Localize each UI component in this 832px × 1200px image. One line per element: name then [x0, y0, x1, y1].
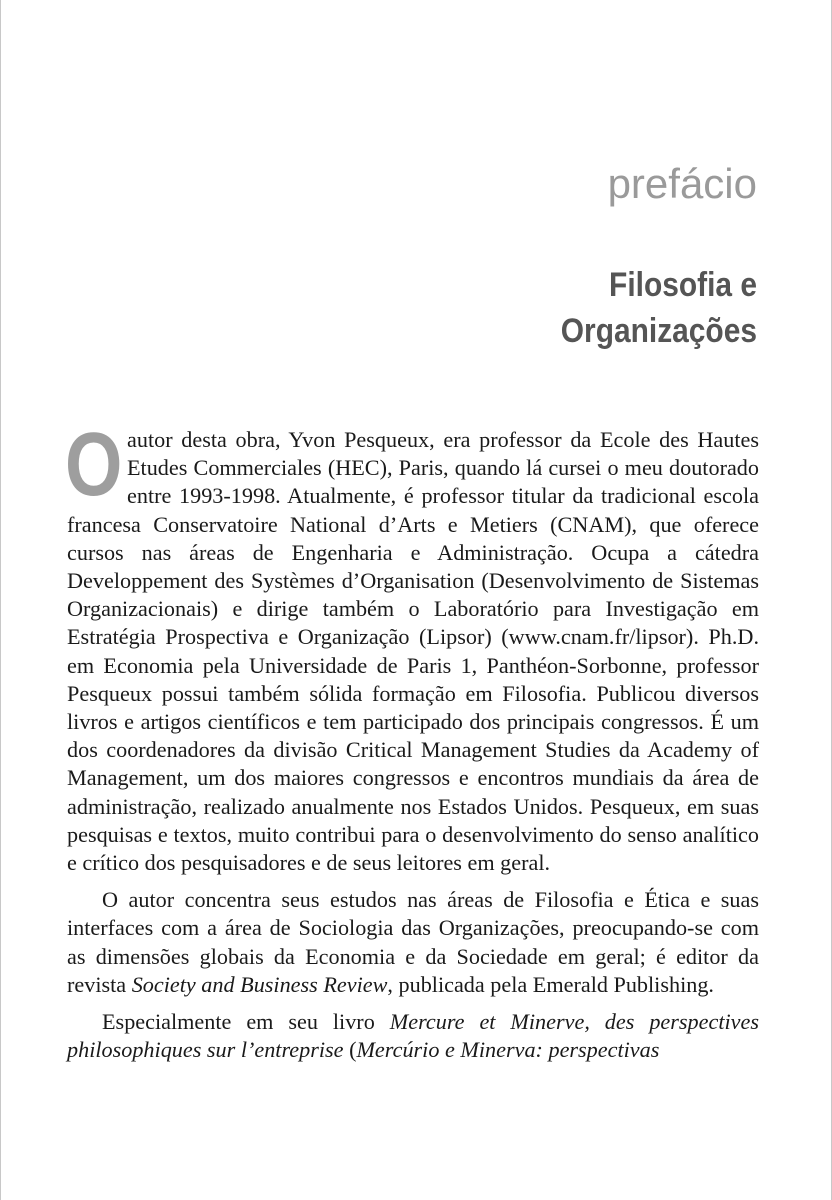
chapter-title	[387, 262, 757, 354]
journal-title: Society and Business Review	[131, 971, 388, 997]
paragraph-3-text-before: Especialmente em seu livro	[102, 1009, 390, 1035]
book-title: Mercure et Minerve, des perspectives philosophiques sur l’entreprise	[67, 1009, 759, 1063]
drop-cap: O	[65, 415, 123, 515]
paragraph-2	[67, 886, 759, 999]
paragraph-3	[67, 1008, 759, 1064]
book-title-translation: Mercúrio e Minerva: perspectivas	[356, 1037, 660, 1063]
paragraph-1-text: autor desta obra, Yvon Pesqueux, era professor da Ecole des Hautes Etudes Commerciales (HEC), Paris, quando lá cursei o meu doutorado entre 1993-1998. Atualmente, é professor titular da tradicional escola francesa Conservatoire National d’Arts e Metiers (CNAM), que oferece cursos nas áreas de Engenharia e Administração. Ocupa a cátedra Developpement des Systèmes d’Organisation (Desenvolvimento de Sistemas Organizacionais) e dirige também o Laboratório para Investigação em Estratégia Prospectiva e Organização (Lipsor) (www.cnam.fr/lipsor). Ph.D. em Economia pela Universidade de Paris 1, Panthéon-Sorbonne, professor Pesqueux possui também sólida formação em Filosofia. Publicou diversos livros e artigos científicos e tem participado dos principais congressos. É um dos coordenadores da divisão Critical Management Studies da Academy of Management, um dos maiores congressos e encontros mundiais da área de administração, realizado anualmente nos Estados Unidos. Pesqueux, em suas pesquisas e textos, muito contribui para o desenvolvimento do senso analítico e crítico dos pesquisadores e de seus leitores em geral.	[67, 427, 759, 876]
body-text	[65, 415, 759, 1064]
paragraph-1	[65, 415, 759, 877]
chapter-title-line-2: Organizações	[560, 312, 757, 350]
paragraph-2-text-before: O autor concentra seus estudos nas áreas de Filosofia e Ética e suas interfaces com a área de Sociologia das Organizações, preocupando-se com as dimensões globais da Economia e da Sociedade em geral; é editor da revista	[67, 887, 759, 997]
paragraph-2-text-after: , publicada pela Emerald Publishing.	[387, 971, 714, 997]
section-label: prefácio	[607, 160, 757, 207]
chapter-title-line-1: Filosofia e	[609, 266, 757, 304]
paragraph-3-text-middle: (	[343, 1037, 357, 1063]
